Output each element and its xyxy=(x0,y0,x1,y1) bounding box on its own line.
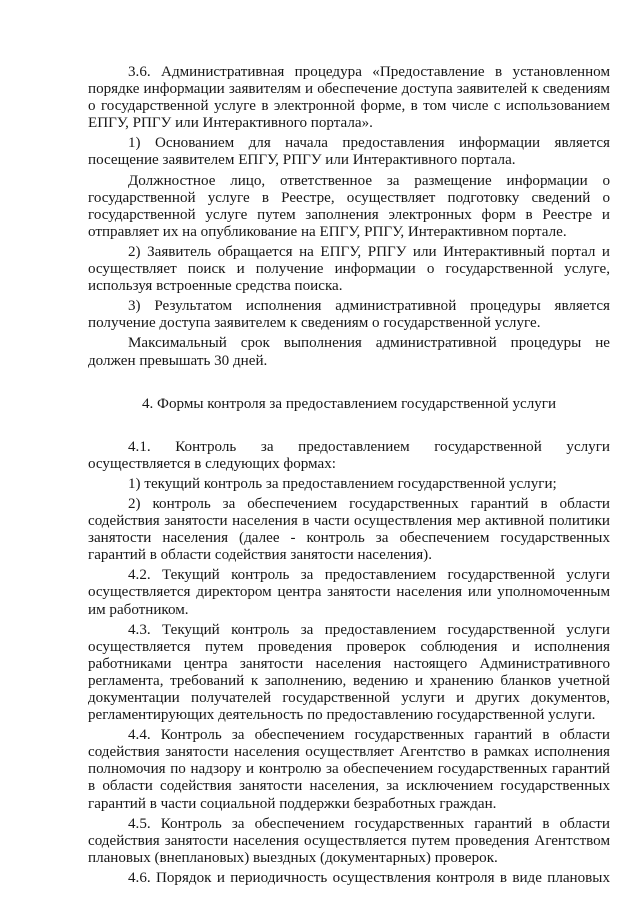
paragraph-4-1-item-2: 2) контроль за обеспечением государственных гарантий в области содействия занятости населения в части осуществления мер активной политики занятости населения (далее - контроль за обеспечением государственных гарантий в области содействия занятости населения). xyxy=(88,495,610,564)
paragraph-3-6-responsible-official: Должностное лицо, ответственное за размещение информации о государственной услуге в Реестре, осуществляет подготовку сведений о государственной услуге путем заполнения электронных форм в Реестре и отправляет их на опубликование на ЕПГУ, РПГУ, Интерактивном портале. xyxy=(88,172,610,240)
paragraph-4-6: 4.6. Порядок и периодичность осуществления контроля в виде плановых xyxy=(128,869,610,886)
paragraph-4-4: 4.4. Контроль за обеспечением государственных гарантий в области содействия занятости населения осуществляет Агентство в рамках исполнения полномочия по надзору и контролю за обеспечением государственных гарантий в области содействия занятости населения, за исключением государственных гарантий в части социальной поддержки безработных граждан. xyxy=(88,727,610,812)
paragraph-3-6-item-3: 3) Результатом исполнения административной процедуры является получение доступа заявителем к сведениям о государственной услуге. xyxy=(88,298,610,332)
paragraph-3-6-item-2: 2) Заявитель обращается на ЕПГУ, РПГУ или Интерактивный портал и осуществляет поиск и получение информации о государственной услуге, используя встроенные средства поиска. xyxy=(88,243,610,295)
section-heading: 4. Формы контроля за предоставлением государственной услуги xyxy=(141,395,557,412)
paragraph-4-1-item-1: 1) текущий контроль за предоставлением государственной услуги; xyxy=(128,475,557,492)
paragraph-4-1: 4.1. Контроль за предоставлением государственной услуги осуществляется в следующих формах: xyxy=(88,438,610,472)
document-page xyxy=(88,64,610,887)
paragraph-3-6: 3.6. Административная процедура «Предоставление в установленном порядке информации заявителям и обеспечение доступа заявителей к сведениям о государственной услуге в электронной форме, в том числе с использованием ЕПГУ, РПГУ или Интерактивного портала». xyxy=(88,64,610,132)
paragraph-3-6-max-term: Максимальный срок выполнения административной процедуры не должен превышать 30 дней. xyxy=(88,335,610,369)
paragraph-4-3: 4.3. Текущий контроль за предоставлением государственной услуги осуществляется путем проведения проверок соблюдения и исполнения работниками центра занятости населения настоящего Административного регламента, требований к заполнению, ведению и хранению бланков учетной документации получателей государственной услуги и других документов, регламентирующих деятельность по предоставлению государственной услуги. xyxy=(88,621,610,724)
paragraph-4-5: 4.5. Контроль за обеспечением государственных гарантий в области содействия занятости населения осуществляется путем проведения Агентством плановых (внеплановых) выездных (документарных) проверок. xyxy=(88,815,610,866)
paragraph-4-2: 4.2. Текущий контроль за предоставлением государственной услуги осуществляется директором центра занятости населения или уполномоченным им работником. xyxy=(88,567,610,618)
paragraph-3-6-item-1: 1) Основанием для начала предоставления информации является посещение заявителем ЕПГУ, РПГУ или Интерактивного портала. xyxy=(88,135,610,169)
